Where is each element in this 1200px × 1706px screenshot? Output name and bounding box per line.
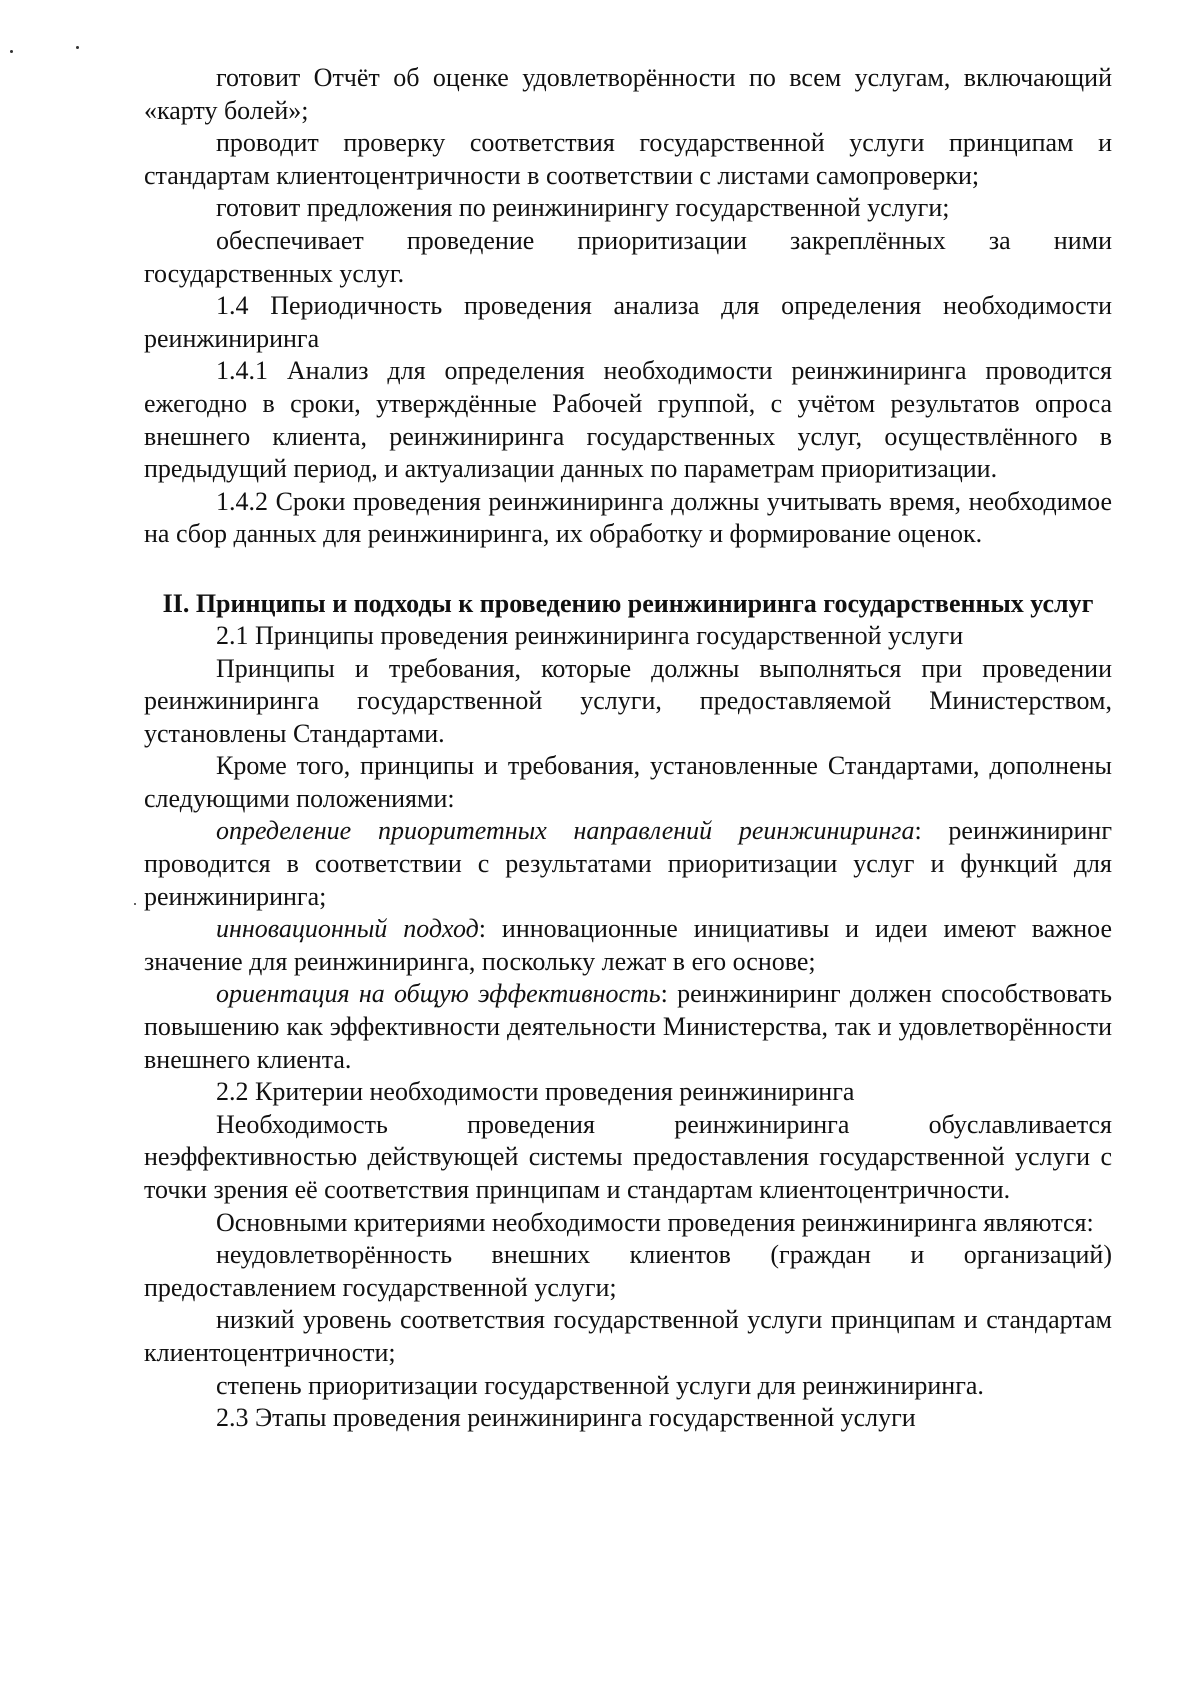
principle-text: : реинжиниринг должен способствовать повышению как эффективности деятельности Министерства, так и удовлетворённости внешнего клиента. — [144, 979, 1112, 1074]
paragraph: Необходимость проведения реинжиниринга обуславливается неэффективностью действующей системы предоставления государственной услуги с точки зрения её соответствия принципам и стандартам клиентоцентричности. — [144, 1109, 1112, 1204]
paragraph: Кроме того, принципы и требования, установленные Стандартами, дополнены следующими положениями: — [144, 751, 1112, 813]
paragraph-1-4-1: 1.4.1 Анализ для определения необходимости реинжиниринга проводится ежегодно в сроки, утверждённые Рабочей группой, с учётом результатов опроса внешнего клиента, реинжиниринга государственных услуг, осуществлённого в предыдущий период, и актуализации данных по параметрам приоритизации. — [144, 356, 1112, 484]
scan-speck — [76, 46, 79, 49]
paragraph: проводит проверку соответствия государственной услуги принципам и стандартам клиентоцентричности в соответствии с листами самопроверки; — [144, 128, 1112, 190]
principle-text: : инновационные инициативы и идеи имеют важное значение для реинжиниринга, поскольку лежат в его основе; — [144, 914, 1112, 976]
principle-item — [144, 978, 1112, 1076]
scan-speck — [10, 50, 13, 53]
principle-text: : реинжиниринг проводится в соответствии с результатами приоритизации услуг и функций для реинжиниринга; — [144, 816, 1112, 911]
paragraph: готовит Отчёт об оценке удовлетворённости по всем услугам, включающий «карту болей»; — [144, 63, 1112, 125]
paragraph-1-4-2: 1.4.2 Сроки проведения реинжиниринга должны учитывать время, необходимое на сбор данных для реинжиниринга, их обработку и формирование оценок. — [144, 486, 1112, 549]
section-heading: II. Принципы и подходы к проведению реинжиниринга государственных услуг — [162, 588, 1094, 618]
principle-item — [144, 815, 1112, 913]
criterion-item: низкий уровень соответствия государственной услуги принципам и стандартам клиентоцентричности; — [144, 1305, 1112, 1367]
criterion-item: неудовлетворённость внешних клиентов (граждан и организаций) предоставлением государственной услуги; — [144, 1240, 1112, 1302]
paragraph: Принципы и требования, которые должны выполняться при проведении реинжиниринга государственной услуги, предоставляемой Министерством, установлены Стандартами. — [144, 653, 1112, 748]
paragraph: готовит предложения по реинжинирингу государственной услуги; — [216, 193, 950, 223]
criterion-item: степень приоритизации государственной услуги для реинжиниринга. — [216, 1370, 984, 1400]
principle-item — [144, 913, 1112, 978]
subsection-heading-1-4: 1.4 Периодичность проведения анализа для определения необходимости реинжиниринга — [144, 291, 1112, 353]
scan-speck — [134, 903, 136, 905]
principle-term: определение приоритетных направлений реинжиниринга — [216, 816, 915, 846]
subsection-heading-2-3: 2.3 Этапы проведения реинжиниринга государственной услуги — [216, 1403, 916, 1433]
paragraph: обеспечивает проведение приоритизации закреплённых за ними государственных услуг. — [144, 225, 1112, 288]
document-page — [144, 62, 1112, 1435]
subsection-heading-2-2: 2.2 Критерии необходимости проведения реинжиниринга — [216, 1077, 855, 1107]
principle-term: инновационный подход — [216, 914, 479, 944]
principle-term: ориентация на общую эффективность — [216, 979, 661, 1009]
paragraph: Основными критериями необходимости проведения реинжиниринга являются: — [216, 1207, 1094, 1237]
subsection-heading-2-1: 2.1 Принципы проведения реинжиниринга государственной услуги — [216, 620, 964, 650]
